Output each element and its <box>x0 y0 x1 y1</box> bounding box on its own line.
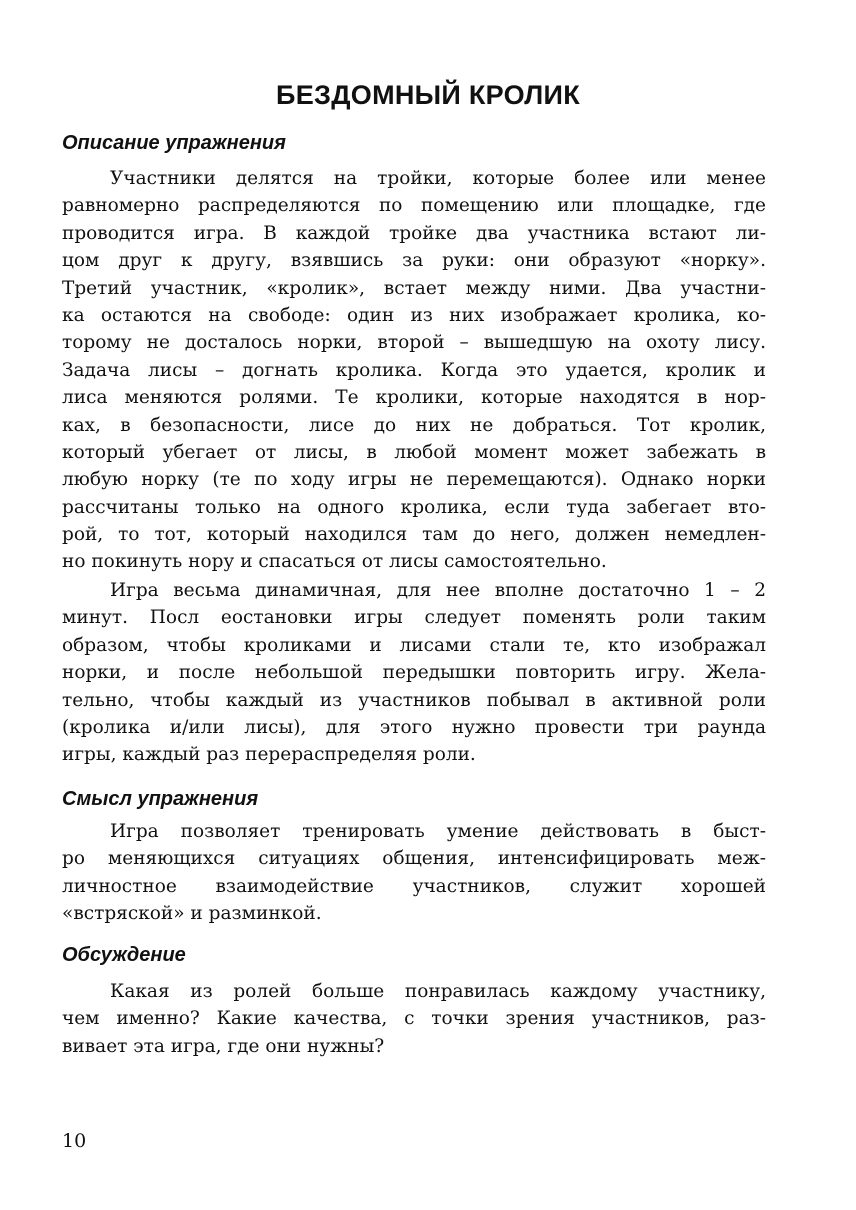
text-line: ро меняющихся ситуациях общения, интенсифицировать меж- <box>62 848 766 870</box>
text-line: норки, и после небольшой передышки повторить игру. Жела- <box>62 662 766 684</box>
section-heading-meaning: Смысл упражнения <box>62 788 259 810</box>
text-line: Третий участник, «кролик», встает между ними. Два участни- <box>62 277 766 299</box>
text-line: но покинуть нору и спасаться от лисы самостоятельно. <box>62 551 607 573</box>
text-line: Задача лисы – догнать кролика. Когда это удается, кролик и <box>62 359 766 381</box>
section-heading-description: Описание упражнения <box>62 132 286 154</box>
text-line: игры, каждый раз перераспределяя роли. <box>62 744 476 766</box>
text-line: Какая из ролей больше понравилась каждому участнику, <box>110 981 766 1002</box>
text-line: рой, то тот, который находился там до него, должен немедлен- <box>62 524 766 546</box>
text-line: торому не досталось норки, второй – вышедшую на охоту лису. <box>62 332 766 354</box>
text-line: вивает эта игра, где они нужны? <box>62 1035 385 1057</box>
text-line: любую норку (те по ходу игры не перемещаются). Однако норки <box>62 469 766 491</box>
text-line: «встряской» и разминкой. <box>62 903 322 925</box>
text-line: который убегает от лисы, в любой момент может забежать в <box>62 441 766 463</box>
text-line: ках, в безопасности, лисе до них не добраться. Тот кролик, <box>62 414 766 436</box>
discussion-paragraph <box>62 978 766 1060</box>
text-line: лиса меняются ролями. Те кролики, которые находятся в нор- <box>62 387 766 409</box>
text-line: проводится игра. В каждой тройке два участника встают ли- <box>62 222 766 244</box>
description-paragraph-2 <box>62 577 766 769</box>
text-line: тельно, чтобы каждый из участников побывал в активной роли <box>62 689 766 711</box>
text-line: чем именно? Какие качества, с точки зрения участников, раз- <box>62 1008 766 1030</box>
description-paragraph-1 <box>62 165 766 576</box>
text-line: Игра позволяет тренировать умение действовать в быст- <box>110 821 766 842</box>
page-number: 10 <box>62 1130 87 1152</box>
text-line: минут. Посл еостановки игры следует поменять роли таким <box>62 607 766 629</box>
text-line: равномерно распределяются по помещению или площадке, где <box>62 195 766 217</box>
meaning-paragraph <box>62 818 766 928</box>
text-line: личностное взаимодействие участников, служит хорошей <box>62 875 766 897</box>
text-line: Участники делятся на тройки, которые более или менее <box>110 168 766 189</box>
text-line: ка остаются на свободе: один из них изображает кролика, ко- <box>62 304 766 326</box>
text-line: цом друг к другу, взявшись за руки: они образуют «норку». <box>62 250 766 272</box>
page-title: БЕЗДОМНЫЙ КРОЛИК <box>276 80 580 110</box>
text-line: рассчитаны только на одного кролика, если туда забегает вто- <box>62 496 766 518</box>
text-line: Игра весьма динамичная, для нее вполне достаточно 1 – 2 <box>110 580 766 601</box>
section-heading-discussion: Обсуждение <box>62 944 186 966</box>
text-line: (кролика и/или лисы), для этого нужно провести три раунда <box>62 716 766 738</box>
text-line: образом, чтобы кроликами и лисами стали те, кто изображал <box>62 634 766 656</box>
